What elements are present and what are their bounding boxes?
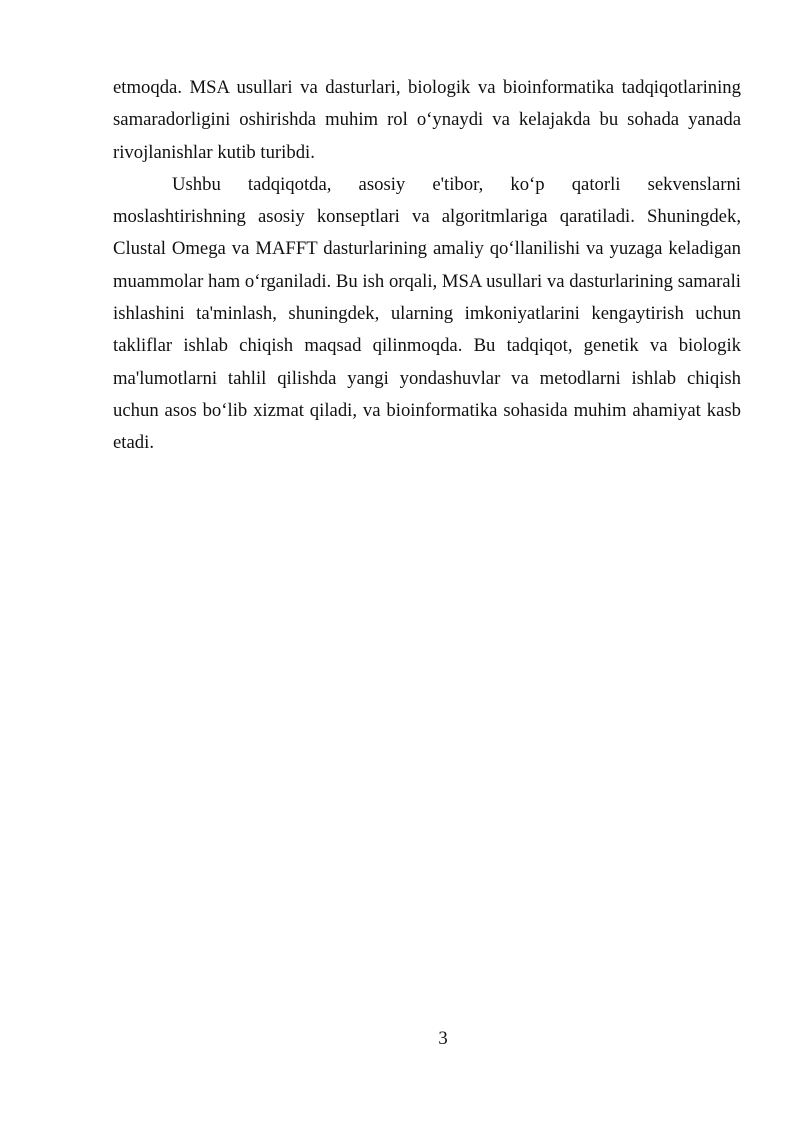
- paragraph-continuation: etmoqda. MSA usullari va dasturlari, biologik va bioinformatika tadqiqotlarining samaradorligini oshirishda muhim rol o‘ynaydi va kelajakda bu sohada yanada rivojlanishlar kutib turibdi.: [113, 77, 741, 163]
- body-text: [113, 72, 741, 460]
- paragraph-study-focus: Ushbu tadqiqotda, asosiy e'tibor, ko‘p qatorli sekvenslarni moslashtirishning asosiy konseptlari va algoritmlariga qaratiladi. Shuningdek, Clustal Omega va MAFFT dasturlarining amaliy qo‘llanilishi va yuzaga keladigan muammolar ham o‘rganiladi. Bu ish orqali, MSA usullari va dasturlarining samarali ishlashini ta'minlash, shuningdek, ularning imkoniyatlarini kengaytirish uchun takliflar ishlab chiqish maqsad qilinmoqda. Bu tadqiqot, genetik va biologik ma'lumotlarni tahlil qilishda yangi yondashuvlar va metodlarni ishlab chiqish uchun asos bo‘lib xizmat qiladi, va bioinformatika sohasida muhim ahamiyat kasb etadi.: [113, 173, 741, 454]
- page-number: 3: [438, 1028, 448, 1049]
